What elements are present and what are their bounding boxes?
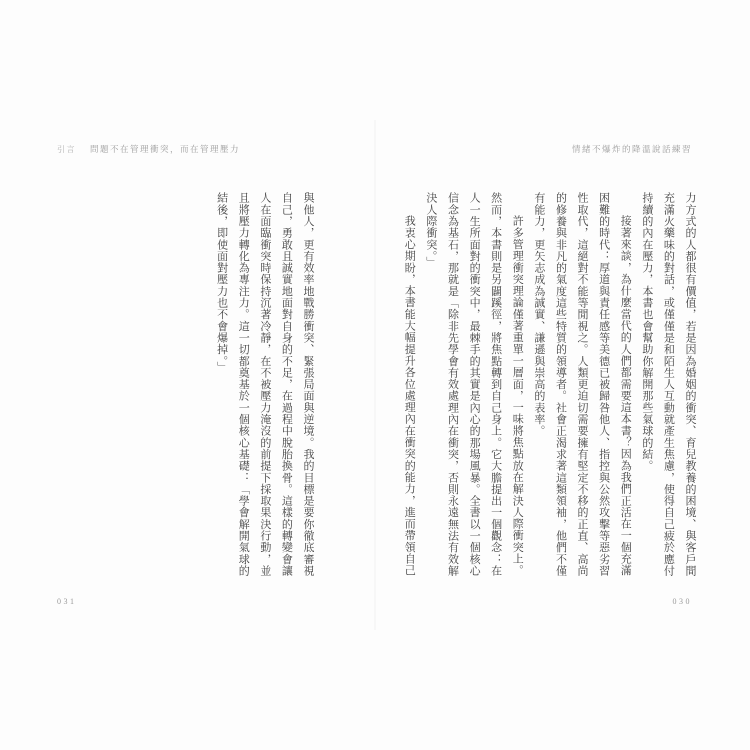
right-running-header xyxy=(572,143,692,155)
left-body-paragraph: 與他人，更有效率地戰勝衝突、緊張局面與逆境。我的目標是要你徹底審視自己，勇敢且誠實地面對自身的不足，在過程中脫胎換骨。這樣的轉變會讓人在面臨衝突時保持沉著冷靜，在不被壓力淹沒的前提下採取果決行動，並且將壓力轉化為專注力。這一切都奠基於一個核心基礎：「學會解開氣球的結後，即使面對壓力也不會爆掉。」 xyxy=(215,192,314,577)
right-body-paragraph: 我衷心期盼，本書能大幅提升各位處理內在衝突的能力，進而帶領自己 xyxy=(403,215,416,577)
left-page-number: 031 xyxy=(57,597,77,606)
right-page-body xyxy=(388,192,700,580)
book-title: 情緒不爆炸的降溫說話練習 xyxy=(571,144,692,154)
right-page-number: 030 xyxy=(672,597,692,606)
chapter-label: 引言 xyxy=(57,145,76,154)
right-body-paragraph: 許多管理衝突理論僅著重單一層面，一味將焦點放在解決人際衝突上。然而，本書則是另闢蹊徑，將焦點轉到自己身上。它大膽提出一個觀念：在人一生所面對的衝突中，最棘手的其實是內心的那場風暴。全書以一個核心信念為基石，那就是「除非先學會有效處理內在衝突，否則永遠無法有效解決人際衝突。」 xyxy=(424,192,524,577)
right-body-paragraph: 力方式的人都很有價值，若是因為婚姻的衝突、育兒教養的困境、與客戶間充滿火藥味的對話，或僅僅是和陌生人互動就產生焦慮，使得自己疲於應付持續的內在壓力，本書也會幫助你解開那些氣球的結。 xyxy=(640,192,696,577)
chapter-title: 問題不在管理衝突，而在管理壓力 xyxy=(90,144,241,154)
right-body-paragraph: 接著來談，為什麼當代的人們都需要這本書？因為我們正活在一個充滿困難的時代：厚道與責任感等美德已被歸咎他人、指控與公然攻擊等惡劣習性取代，這絕對不能等閒視之。人類更迫切需要擁有堅定不移的正直、高尚的修養與非凡的氣度這些特質的領導者。社會正渴求著這類領袖，他們不僅有能力，更矢志成為誠實、謙遜與崇高的表率。 xyxy=(532,192,632,577)
page-right xyxy=(375,0,750,750)
left-running-header xyxy=(57,143,240,155)
left-page-body xyxy=(196,192,318,580)
